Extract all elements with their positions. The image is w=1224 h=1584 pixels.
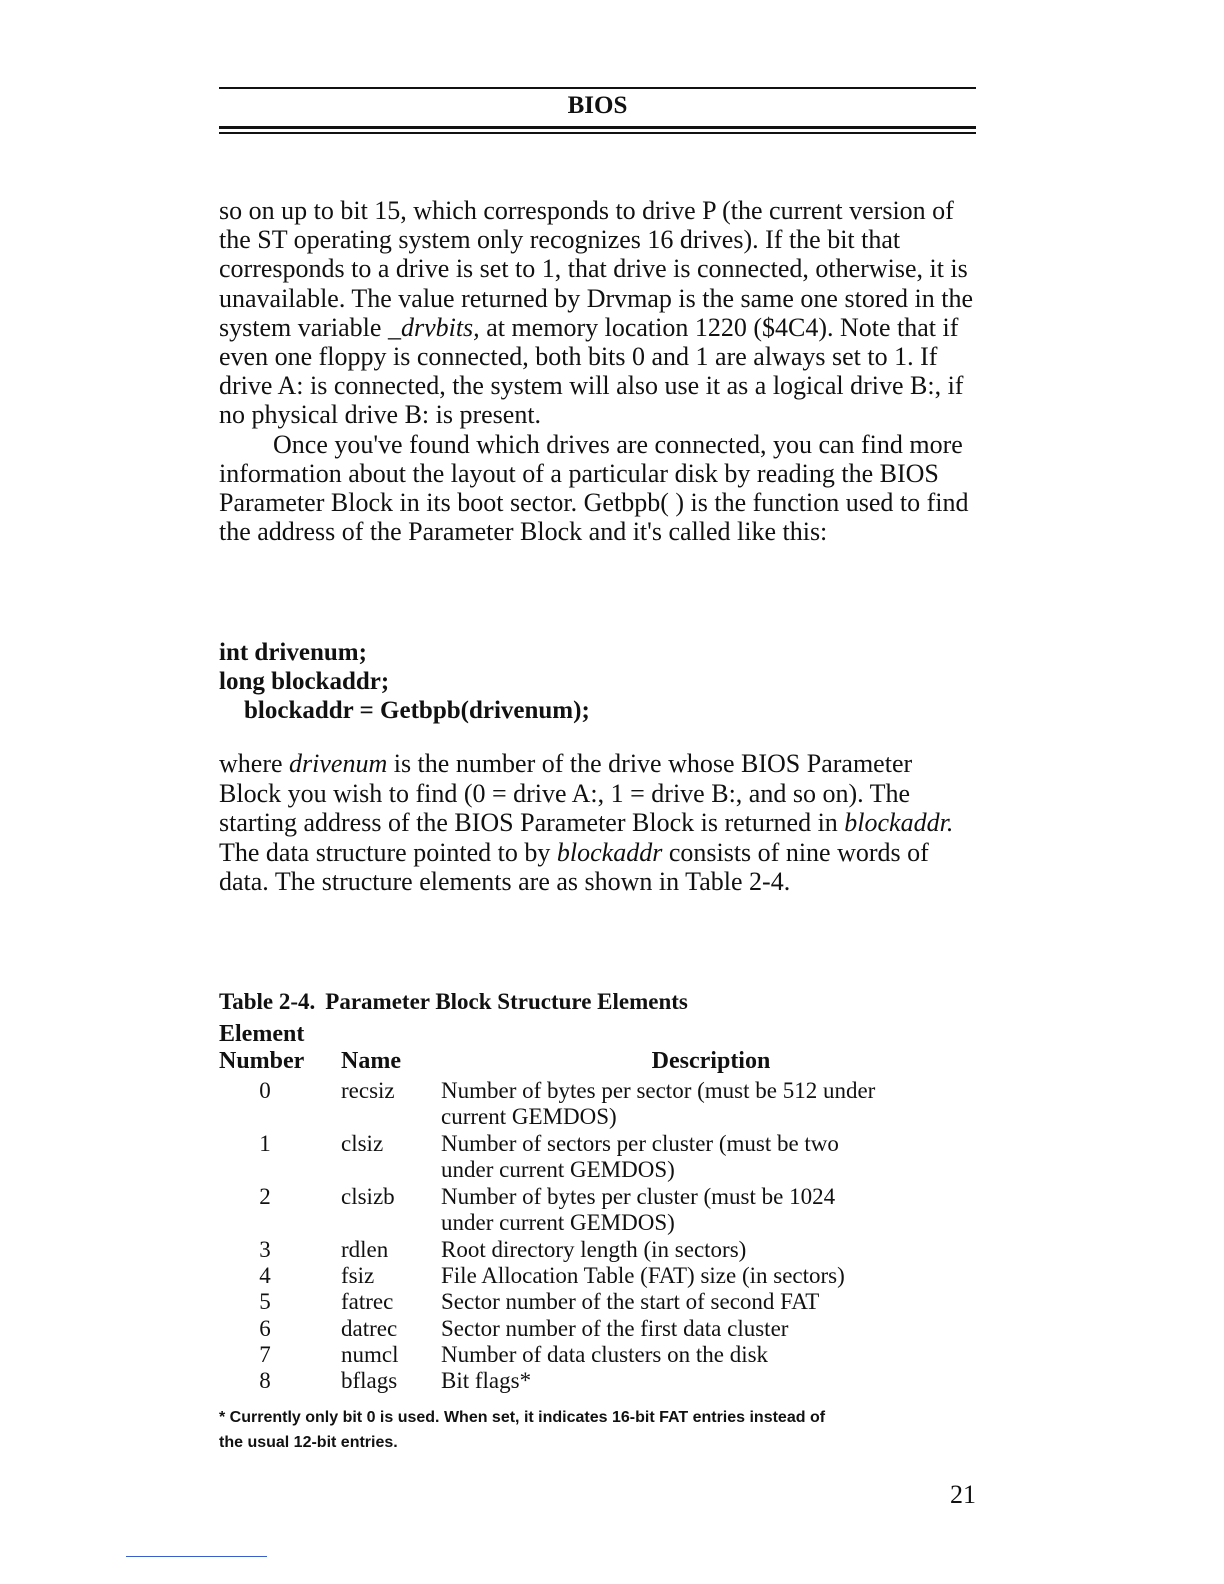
table-title: Table 2-4. Parameter Block Structure Elements — [219, 989, 688, 1014]
header-rule-bottom-2 — [219, 132, 976, 134]
header-element: Element — [219, 1021, 305, 1047]
scan-artifact-line — [126, 1556, 267, 1557]
body-text — [219, 196, 979, 546]
running-head: BIOS — [567, 92, 628, 119]
code-block — [219, 638, 590, 725]
table-footnote: * Currently only bit 0 is used. When set, it indicates 16-bit FAT entries instead of the usual 12-bit entries. — [219, 1409, 826, 1451]
paragraph-2: Once you've found which drives are connected, you can find more information about the layout of a particular disk by reading the BIOS Parameter Block in its boot sector. Getbpb( ) is the function used to find the address of the Parameter Block and it's called like this: — [219, 429, 969, 547]
header-description: Description — [651, 1048, 771, 1074]
paragraph-3: where drivenum is the number of the drive whose BIOS Parameter Block you wish to find (0 = drive A:, 1 = drive B:, and so on). The starting address of the BIOS Parameter Block is returned in blockaddr. The data structure pointed to by blockaddr consists of nine words of data. The structure elements are as shown in Table 2-4. — [219, 749, 954, 897]
code-line: int drivenum; — [219, 639, 367, 666]
header-rule-bottom-1 — [219, 126, 976, 129]
drvbits-variable: _drvbits, — [387, 312, 480, 342]
header-number: Number — [219, 1048, 305, 1074]
page-number: 21 — [950, 1480, 976, 1509]
code-line: long blockaddr; — [219, 668, 390, 695]
header-name: Name — [341, 1048, 401, 1074]
header-rule-top — [219, 87, 976, 89]
paragraph-1: so on up to bit 15, which corresponds to drive P (the current version of the ST operating system only recognizes 16 drives). If the bit that corresponds to a drive is set to 1, that drive is connected, otherwise, it is unavailable. The value returned by Drvmap is the same one stored in the system variable _drvbits, at memory location 1220 ($4C4). Note that if even one floppy is connected, both bits 0 and 1 are always set to 1. If drive A: is connected, the system will also use it as a logical drive B:, if no physical drive B: is present. — [219, 196, 973, 430]
code-line: blockaddr = Getbpb(drivenum); — [244, 697, 590, 724]
